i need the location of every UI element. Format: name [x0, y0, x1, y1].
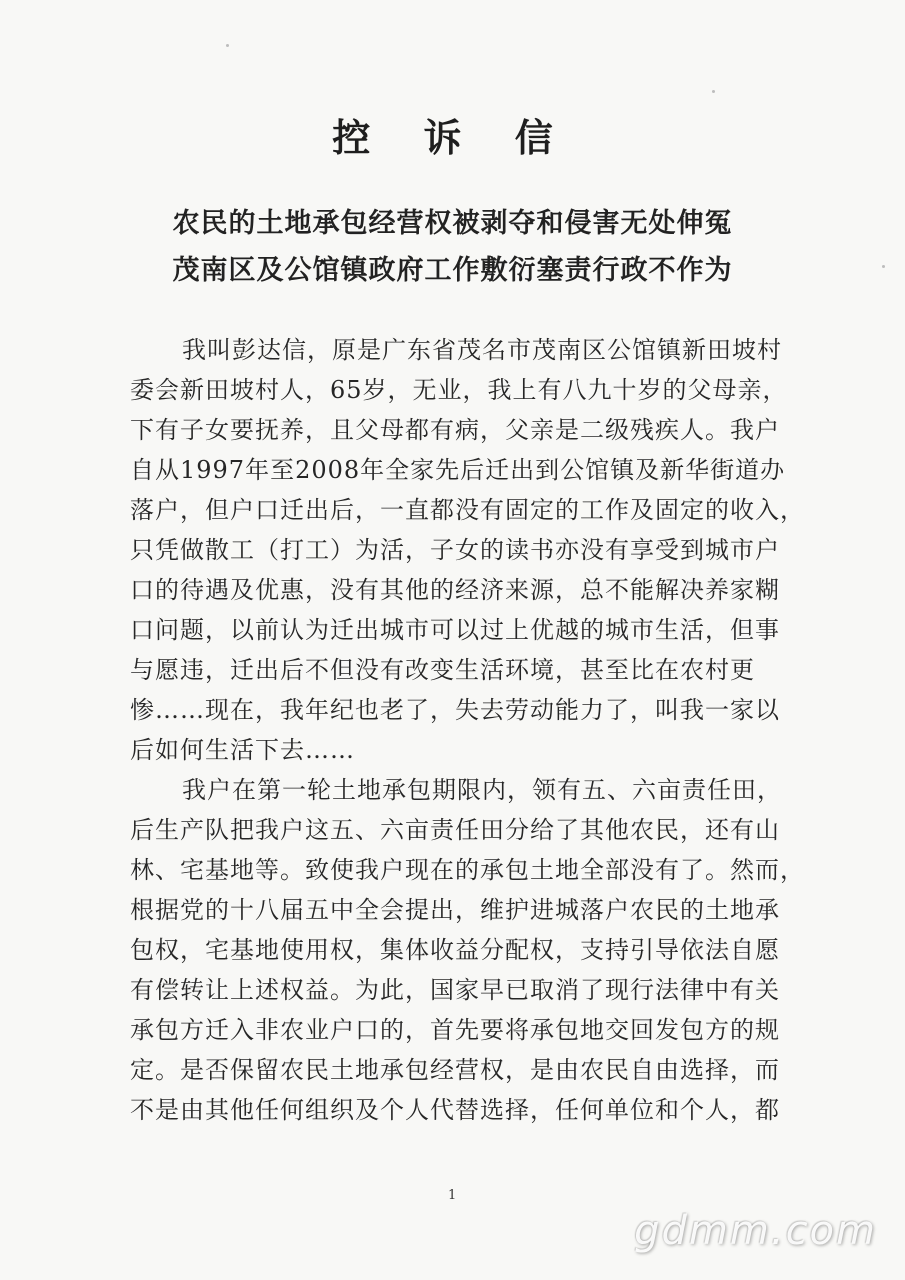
body-line: 我叫彭达信，原是广东省茂名市茂南区公馆镇新田坡村 [182, 336, 782, 364]
body-line: 承包方迁入非农业户口的，首先要将承包地交回发包方的规 [130, 1016, 780, 1044]
body-line: 我户在第一轮土地承包期限内，领有五、六亩责任田， [182, 776, 782, 804]
body-line: 有偿转让上述权益。为此，国家早已取消了现行法律中有关 [130, 976, 780, 1004]
body-line: 定。是否保留农民土地承包经营权，是由农民自由选择，而 [130, 1056, 780, 1084]
body-line: 委会新田坡村人，65岁，无业，我上有八九十岁的父母亲， [130, 376, 788, 404]
site-watermark: gdmm.com [634, 1208, 877, 1254]
subtitle-line-1: 农民的土地承包经营权被剥夺和侵害无处伸冤 [172, 208, 733, 239]
body-line: 口的待遇及优惠，没有其他的经济来源，总不能解决养家糊 [130, 576, 780, 604]
body-line: 后生产队把我户这五、六亩责任田分给了其他农民，还有山 [130, 816, 780, 844]
scan-speck [712, 90, 715, 93]
body-line: 与愿违，迁出后不但没有改变生活环境，甚至比在农村更 [130, 656, 755, 684]
body-line: 只凭做散工（打工）为活，子女的读书亦没有享受到城市户 [130, 536, 780, 564]
page-number: 1 [448, 1188, 457, 1203]
body-line: 自从1997年至2008年全家先后迁出到公馆镇及新华街道办 [130, 456, 786, 484]
body-line: 林、宅基地等。致使我户现在的承包土地全部没有了。然而， [130, 856, 805, 884]
body-line: 包权，宅基地使用权，集体收益分配权，支持引导依法自愿 [130, 936, 780, 964]
body-line: 下有子女要抚养，且父母都有病，父亲是二级残疾人。我户 [130, 416, 780, 444]
body-line: 口问题，以前认为迁出城市可以过上优越的城市生活，但事 [130, 616, 780, 644]
body-line: 后如何生活下去…… [130, 736, 355, 764]
body-line: 落户，但户口迁出后，一直都没有固定的工作及固定的收入， [130, 496, 805, 524]
subtitle-line-2: 茂南区及公馆镇政府工作敷衍塞责行政不作为 [172, 255, 733, 286]
body-line: 根据党的十八届五中全会提出，维护进城落户农民的土地承 [130, 896, 780, 924]
body-line: 不是由其他任何组织及个人代替选择，任何单位和个人，都 [130, 1096, 780, 1124]
document-title: 控 诉 信 [332, 116, 573, 160]
body-line: 惨……现在，我年纪也老了，失去劳动能力了，叫我一家以 [130, 696, 780, 724]
letter-body [130, 330, 805, 1130]
scan-speck [226, 44, 229, 47]
